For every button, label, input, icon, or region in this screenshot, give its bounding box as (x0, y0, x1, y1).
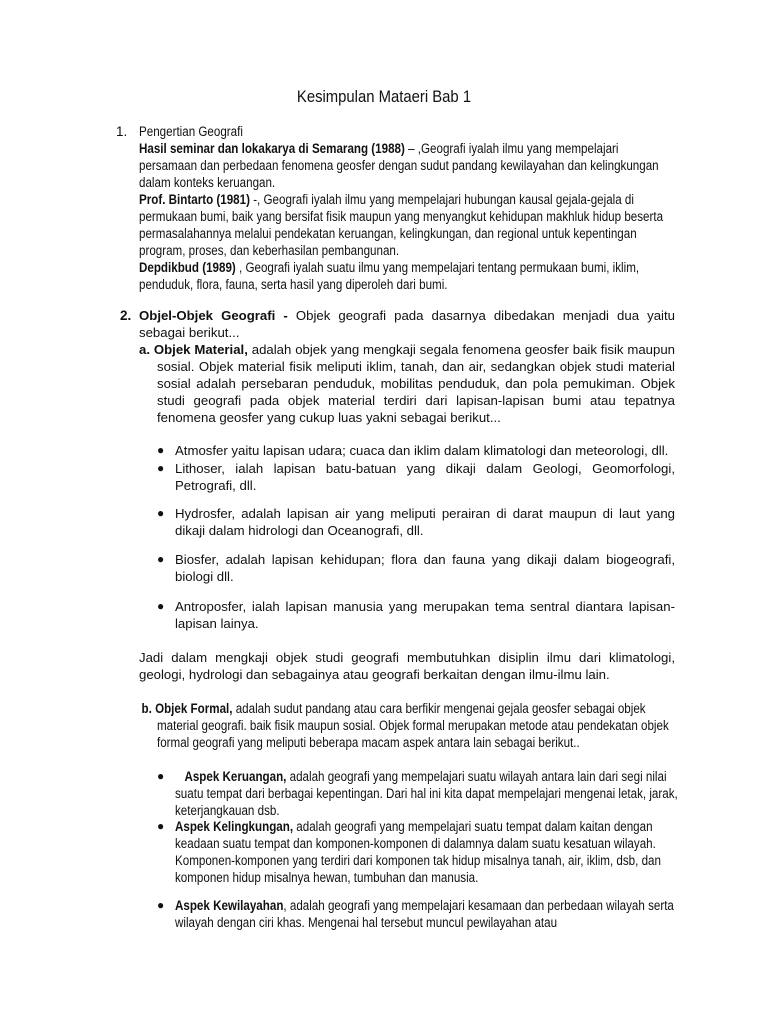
objek-material-text: adalah objek yang mengkaji segala fenomena geosfer baik fisik maupun sosial. Objek material fisik meliputi iklim, tanah, dan air, sedangkan objek studi material sosial adalah persebaran penduduk, mobilitas penduduk, dan pola pemukiman. Objek studi geografi pada objek material terdiri dari lapisan-lapisan bumi atau tepatnya fenomena geosfer yang cukup luas yakni sebagai berikut... (157, 342, 676, 425)
bullet-icon: ● (157, 599, 165, 613)
conclusion-paragraph: Jadi dalam mengkaji objek studi geografi membutuhkan disiplin ilmu dari klimatologi, geologi, hydrologi dan sebagainya atau geografi berkaitan dengan ilmu-ilmu lain. (139, 650, 675, 682)
definition-text: – ,Geografi iyalah ilmu yang mempelajari persamaan dan perbedaan fenomena geosfer dengan sudut pandang kewilayahan dan kelingkungan dalam konteks keruangan. (139, 141, 659, 190)
bullet-atmosfer: Atmosfer yaitu lapisan udara; cuaca dan iklim dalam klimatologi dan meteorologi, dll. (175, 443, 669, 458)
definition-bintarto (139, 191, 672, 259)
aspek-heading: Aspek Kewilayahan (175, 898, 284, 913)
definition-depdikbud (139, 259, 672, 293)
bullet-icon: ● (157, 769, 165, 783)
aspek-kewilayahan (175, 897, 760, 931)
aspek-heading: Aspek Keruangan, (184, 769, 287, 784)
section-2-number: 2. (120, 308, 132, 323)
aspek-text: adalah geografi yang mempelajari suatu tempat dalam kaitan dengan keadaan suatu tempat dan komponen-komponen di dalamnya dalam suatu kesatuan wilayah. Komponen-komponen yang terdiri dari komponen tak hidup misalnya tanah, air, iklim, dsb, dan komponen hidup misalnya hewan, tumbuhan dan manusia. (175, 819, 661, 885)
definition-seminar (139, 140, 672, 191)
objek-formal-heading: b. Objek Formal, (141, 701, 233, 716)
aspek-heading: Aspek Kelingkungan, (175, 819, 294, 834)
aspek-text: adalah geografi yang mempelajari suatu wilayah antara lain dari segi nilai suatu tempat dari berbagai kepentingan. Dari hal ini kita dapat mempelajari mengenai letak, jarak, keterjangkauan dsb. (175, 769, 678, 818)
section-2-text: Objek geografi pada dasarnya dibedakan menjadi dua yaitu sebagai berikut... (139, 308, 675, 340)
definition-source: Depdikbud (1989) (139, 260, 236, 275)
bullet-icon: ● (157, 443, 165, 457)
bullet-lithoser: Lithoser, ialah lapisan batu-batuan yang dikaji dalam Geologi, Geomorfologi, Petrografi, dll. (175, 461, 675, 493)
document-title: Kesimpulan Mataeri Bab 1 (296, 88, 472, 106)
bullet-icon: ● (157, 506, 165, 520)
bullet-icon: ● (157, 898, 165, 912)
objek-formal-text: adalah sudut pandang atau cara berfikir mengenai gejala geosfer sebagai objek material geografi. baik fisik maupun sosial. Objek formal merupakan metode atau pendekatan objek formal geografi yang meliputi beberapa macam aspek antara lain sebagai berikut.. (157, 701, 669, 750)
bullet-icon: ● (157, 552, 165, 566)
definition-source: Hasil seminar dan lokakarya di Semarang (1988) (139, 141, 405, 156)
section-2-intro (139, 307, 675, 341)
section-1 (139, 123, 759, 293)
aspek-keruangan (175, 768, 760, 819)
bullet-antroposfer: Antroposfer, ialah lapisan manusia yang merupakan tema sentral diantara lapisan-lapisan lainya. (175, 599, 675, 631)
objek-material (139, 341, 676, 426)
bullet-icon: ● (157, 819, 165, 833)
aspek-kelingkungan (175, 818, 760, 886)
objek-formal (141, 700, 757, 751)
section-2-heading: Objel-Objek Geografi - (139, 308, 288, 323)
definition-text: -, Geografi iyalah ilmu yang mempelajari hubungan kausal gejala-gejala di permukaan bumi, baik yang bersifat fisik maupun yang menyangkut kehidupan makhluk hidup beserta permasalahannya melalui pendekatan keruangan, kelingkungan, dan regional untuk kepentingan program, proses, dan keberhasilan pembangunan. (139, 192, 664, 258)
definition-text: , Geografi iyalah suatu ilmu yang mempelajari tentang permukaan bumi, iklim, penduduk, flora, fauna, serta hasil yang diperoleh dari bumi. (139, 260, 640, 292)
bullet-biosfer: Biosfer, adalah lapisan kehidupan; flora dan fauna yang dikaji dalam biogeografi, biologi dll. (175, 552, 675, 584)
aspek-text: , adalah geografi yang mempelajari kesamaan dan perbedaan wilayah serta wilayah dengan ciri khas. Mengenai hal tersebut muncul pewilayahan atau (175, 898, 674, 930)
section-1-number: 1. (116, 124, 128, 139)
bullet-icon: ● (157, 461, 165, 475)
section-1-heading: Pengertian Geografi (139, 124, 243, 139)
definition-source: Prof. Bintarto (1981) (139, 192, 250, 207)
bullet-hydrosfer: Hydrosfer, adalah lapisan air yang meliputi perairan di darat maupun di laut yang dikaji dalam hidrologi dan Oceanografi, dll. (175, 506, 675, 538)
objek-material-heading: a. Objek Material, (139, 342, 248, 357)
